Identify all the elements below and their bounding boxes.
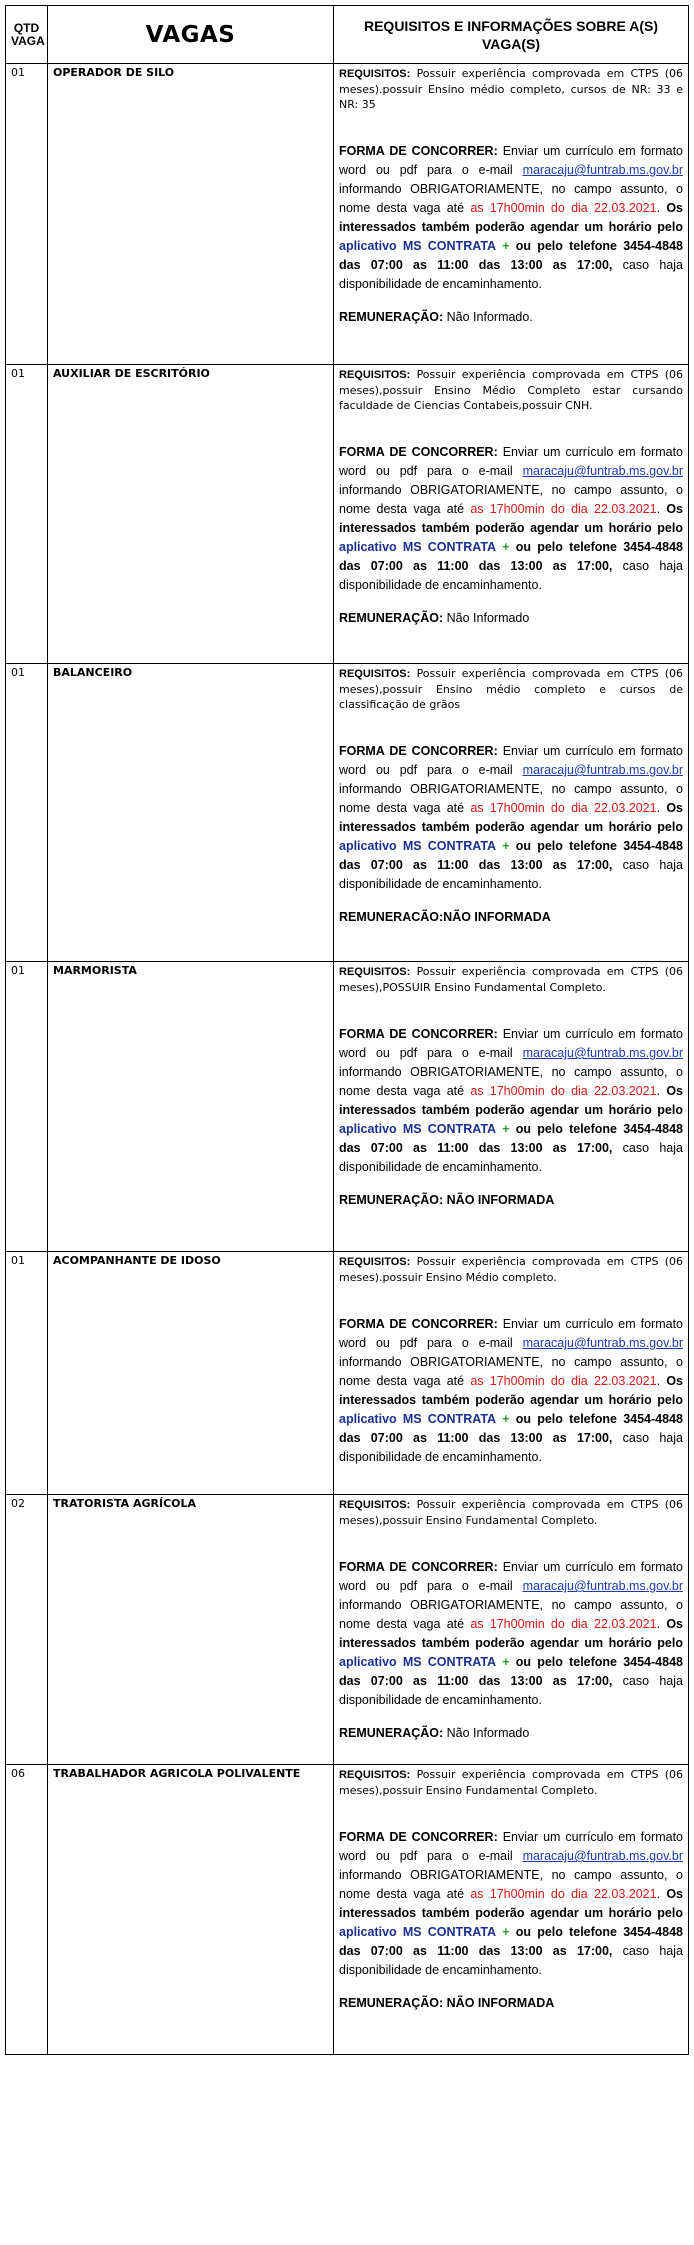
apply-text-2: informando OBRIGATORIAMENTE, no campo assunto, o nome desta vaga até bbox=[339, 1598, 683, 1631]
deadline-text: as 17h00min do dia 22.03.2021 bbox=[470, 1084, 657, 1098]
job-name: OPERADOR DE SILO bbox=[48, 64, 334, 365]
apply-text-2: informando OBRIGATORIAMENTE, no campo assunto, o nome desta vaga até bbox=[339, 1868, 683, 1901]
table-row bbox=[6, 664, 689, 962]
job-qty: 02 bbox=[6, 1495, 48, 1765]
email-link[interactable]: maracaju@funtrab.ms.gov.br bbox=[522, 1336, 683, 1350]
deadline-text: as 17h00min do dia 22.03.2021 bbox=[470, 201, 657, 215]
apply-text-2: informando OBRIGATORIAMENTE, no campo assunto, o nome desta vaga até bbox=[339, 483, 683, 516]
job-info bbox=[334, 365, 689, 664]
apply-text-3: Os interessados também poderão agendar um horário pelo bbox=[339, 1887, 683, 1920]
email-link[interactable]: maracaju@funtrab.ms.gov.br bbox=[522, 763, 683, 777]
pay-block bbox=[339, 308, 683, 327]
plus-sign: + bbox=[502, 1122, 510, 1136]
job-info bbox=[334, 1495, 689, 1765]
deadline-text: as 17h00min do dia 22.03.2021 bbox=[470, 1617, 657, 1631]
spacer bbox=[339, 595, 683, 609]
app-name: aplicativo MS CONTRATA bbox=[339, 1412, 497, 1426]
deadline-text: as 17h00min do dia 22.03.2021 bbox=[470, 502, 657, 516]
apply-text-3: Os interessados também poderão agendar um horário pelo bbox=[339, 1084, 683, 1117]
apply-text-3: Os interessados também poderão agendar um horário pelo bbox=[339, 1617, 683, 1650]
requirements-text: Possuir experiência comprovada em CTPS (06 meses),possuir Ensino médio completo e cursos de classificação de grãos bbox=[339, 667, 683, 711]
requirements-text: Possuir experiência comprovada em CTPS (06 meses).possuir Ensino Médio completo. bbox=[339, 1255, 683, 1284]
job-rows bbox=[6, 64, 689, 2055]
pay-block bbox=[339, 908, 683, 927]
email-link[interactable]: maracaju@funtrab.ms.gov.br bbox=[522, 1849, 683, 1863]
pay-label: REMUNERAÇÃO: NÃO INFORMADA bbox=[339, 1193, 555, 1207]
spacer bbox=[339, 1177, 683, 1191]
spacer bbox=[339, 413, 683, 443]
app-name: aplicativo MS CONTRATA bbox=[339, 1925, 497, 1939]
requirements-label: REQUISITOS: bbox=[339, 966, 411, 978]
job-info bbox=[334, 664, 689, 962]
pay-block bbox=[339, 1994, 683, 2013]
job-name: TRATORISTA AGRÍCOLA bbox=[48, 1495, 334, 1765]
pay-label: REMUNERAÇÃO: bbox=[339, 310, 444, 324]
job-name: TRABALHADOR AGRICOLA POLIVALENTE bbox=[48, 1765, 334, 2055]
plus-sign: + bbox=[502, 1412, 510, 1426]
requirements-text: Possuir experiência comprovada em CTPS (06 meses).possuir Ensino médio completo, cursos de NR: 33 e NR: 35 bbox=[339, 67, 683, 111]
requirements-block bbox=[339, 367, 683, 413]
spacer bbox=[339, 294, 683, 308]
pay-label: REMUNERAÇÃO: bbox=[339, 1726, 444, 1740]
spacer bbox=[339, 995, 683, 1025]
requirements-text: Possuir experiência comprovada em CTPS (06 meses),possuir Ensino Médio Completo estar cursando faculdade de Ciencias Contabeis,possuir CNH. bbox=[339, 368, 683, 412]
apply-text-5: caso haja disponibilidade de encaminhamento. bbox=[339, 1431, 683, 1464]
app-name: aplicativo MS CONTRATA bbox=[339, 540, 497, 554]
job-qty: 01 bbox=[6, 365, 48, 664]
apply-block: FORMA DE CONCORRER: Enviar um currículo em formato word ou pdf para o e-mail maracaju@funtrab.ms.gov.br informando OBRIGATORIAMENTE, no campo assunto, o nome desta vaga até as 17h00min do dia 22.03.2021. Os interessados também poderão agendar um horário pelo aplicativo MS CONTRATA + ou pelo telefone 3454-4848 das 07:00 as 11:00 das 13:00 as 17:00, caso haja disponibilidade de encaminhamento. bbox=[339, 1317, 684, 1464]
app-name: aplicativo MS CONTRATA bbox=[339, 1655, 497, 1669]
email-link[interactable]: maracaju@funtrab.ms.gov.br bbox=[522, 464, 683, 478]
requirements-label: REQUISITOS: bbox=[339, 1256, 411, 1268]
requirements-block bbox=[339, 66, 683, 112]
pay-label: REMUNERAÇÃO: bbox=[339, 611, 444, 625]
spacer bbox=[339, 712, 683, 742]
apply-text-4: ou pelo telefone 3454-4848 das 07:00 as 11:00 das 13:00 as 17:00, bbox=[339, 839, 683, 872]
spacer bbox=[339, 1798, 683, 1828]
plus-sign: + bbox=[502, 839, 510, 853]
spacer bbox=[339, 1467, 683, 1481]
table-row bbox=[6, 64, 689, 365]
pay-label: REMUNERACÃO:NÃO INFORMADA bbox=[339, 910, 551, 924]
requirements-text: Possuir experiência comprovada em CTPS (06 meses),POSSUIR Ensino Fundamental Completo. bbox=[339, 965, 683, 994]
apply-text-4: ou pelo telefone 3454-4848 das 07:00 as 11:00 das 13:00 as 17:00, bbox=[339, 1655, 683, 1688]
apply-text-2: informando OBRIGATORIAMENTE, no campo assunto, o nome desta vaga até bbox=[339, 182, 683, 215]
table-header-row bbox=[6, 6, 689, 64]
requirements-block bbox=[339, 666, 683, 712]
requirements-text: Possuir experiência comprovada em CTPS (06 meses),possuir Ensino Fundamental Completo. bbox=[339, 1498, 683, 1527]
apply-text-5: caso haja disponibilidade de encaminhamento. bbox=[339, 258, 683, 291]
plus-sign: + bbox=[502, 239, 510, 253]
requirements-block bbox=[339, 964, 683, 995]
apply-text-3: Os interessados também poderão agendar um horário pelo bbox=[339, 201, 683, 234]
apply-text-1: Enviar um currículo em formato word ou pdf para o e-mail bbox=[339, 1830, 684, 1863]
apply-text-2: informando OBRIGATORIAMENTE, no campo assunto, o nome desta vaga até bbox=[339, 782, 683, 815]
job-name: MARMORISTA bbox=[48, 962, 334, 1252]
job-qty: 01 bbox=[6, 664, 48, 962]
apply-text-5: caso haja disponibilidade de encaminhamento. bbox=[339, 1944, 683, 1977]
job-qty: 01 bbox=[6, 962, 48, 1252]
pay-value: Não Informado bbox=[446, 1726, 530, 1740]
app-name: aplicativo MS CONTRATA bbox=[339, 239, 497, 253]
table-row bbox=[6, 365, 689, 664]
apply-text-4: ou pelo telefone 3454-4848 das 07:00 as 11:00 das 13:00 as 17:00, bbox=[339, 239, 683, 272]
apply-label: FORMA DE CONCORRER: bbox=[339, 744, 498, 758]
job-name: BALANCEIRO bbox=[48, 664, 334, 962]
apply-block: FORMA DE CONCORRER: Enviar um currículo em formato word ou pdf para o e-mail maracaju@funtrab.ms.gov.br informando OBRIGATORIAMENTE, no campo assunto, o nome desta vaga até as 17h00min do dia 22.03.2021. Os interessados também poderão agendar um horário pelo aplicativo MS CONTRATA + ou pelo telefone 3454-4848 das 07:00 as 11:00 das 13:00 as 17:00, caso haja disponibilidade de encaminhamento. bbox=[339, 1560, 684, 1707]
spacer bbox=[339, 1285, 683, 1315]
apply-block: FORMA DE CONCORRER: Enviar um currículo em formato word ou pdf para o e-mail maracaju@funtrab.ms.gov.br informando OBRIGATORIAMENTE, no campo assunto, o nome desta vaga até as 17h00min do dia 22.03.2021. Os interessados também poderão agendar um horário pelo aplicativo MS CONTRATA + ou pelo telefone 3454-4848 das 07:00 as 11:00 das 13:00 as 17:00, caso haja disponibilidade de encaminhamento. bbox=[339, 144, 684, 291]
spacer bbox=[339, 1528, 683, 1558]
spacer bbox=[339, 894, 683, 908]
requirements-label: REQUISITOS: bbox=[339, 68, 411, 80]
apply-text-1: Enviar um currículo em formato word ou pdf para o e-mail bbox=[339, 1560, 684, 1593]
job-info bbox=[334, 962, 689, 1252]
spacer bbox=[339, 112, 683, 142]
apply-label: FORMA DE CONCORRER: bbox=[339, 1027, 498, 1041]
job-qty: 01 bbox=[6, 64, 48, 365]
apply-block: FORMA DE CONCORRER: Enviar um currículo em formato word ou pdf para o e-mail maracaju@funtrab.ms.gov.br informando OBRIGATORIAMENTE, no campo assunto, o nome desta vaga até as 17h00min do dia 22.03.2021. Os interessados também poderão agendar um horário pelo aplicativo MS CONTRATA + ou pelo telefone 3454-4848 das 07:00 as 11:00 das 13:00 as 17:00, caso haja disponibilidade de encaminhamento. bbox=[339, 744, 684, 891]
apply-text-1: Enviar um currículo em formato word ou pdf para o e-mail bbox=[339, 144, 684, 177]
apply-text-4: ou pelo telefone 3454-4848 das 07:00 as 11:00 das 13:00 as 17:00, bbox=[339, 1412, 683, 1445]
apply-text-3: Os interessados também poderão agendar um horário pelo bbox=[339, 502, 683, 535]
pay-value: Não Informado bbox=[446, 611, 530, 625]
table-row bbox=[6, 1252, 689, 1495]
plus-sign: + bbox=[502, 540, 510, 554]
apply-text-3: Os interessados também poderão agendar um horário pelo bbox=[339, 801, 683, 834]
requirements-label: REQUISITOS: bbox=[339, 1499, 411, 1511]
apply-label: FORMA DE CONCORRER: bbox=[339, 1317, 498, 1331]
email-link[interactable]: maracaju@funtrab.ms.gov.br bbox=[522, 1046, 683, 1060]
apply-text-4: ou pelo telefone 3454-4848 das 07:00 as 11:00 das 13:00 as 17:00, bbox=[339, 540, 683, 573]
apply-text-1: Enviar um currículo em formato word ou pdf para o e-mail bbox=[339, 1317, 684, 1350]
table-row bbox=[6, 962, 689, 1252]
email-link[interactable]: maracaju@funtrab.ms.gov.br bbox=[522, 163, 683, 177]
apply-text-5: caso haja disponibilidade de encaminhamento. bbox=[339, 1141, 683, 1174]
job-name: ACOMPANHANTE DE IDOSO bbox=[48, 1252, 334, 1495]
apply-label: FORMA DE CONCORRER: bbox=[339, 1830, 498, 1844]
apply-text-1: Enviar um currículo em formato word ou pdf para o e-mail bbox=[339, 744, 684, 777]
job-qty: 06 bbox=[6, 1765, 48, 2055]
job-info bbox=[334, 64, 689, 365]
spacer bbox=[339, 1710, 683, 1724]
email-link[interactable]: maracaju@funtrab.ms.gov.br bbox=[522, 1579, 683, 1593]
apply-label: FORMA DE CONCORRER: bbox=[339, 1560, 498, 1574]
apply-block: FORMA DE CONCORRER: Enviar um currículo em formato word ou pdf para o e-mail maracaju@funtrab.ms.gov.br informando OBRIGATORIAMENTE, no campo assunto, o nome desta vaga até as 17h00min do dia 22.03.2021. Os interessados também poderão agendar um horário pelo aplicativo MS CONTRATA + ou pelo telefone 3454-4848 das 07:00 as 11:00 das 13:00 as 17:00, caso haja disponibilidade de encaminhamento. bbox=[339, 445, 684, 592]
apply-text-2: informando OBRIGATORIAMENTE, no campo assunto, o nome desta vaga até bbox=[339, 1065, 683, 1098]
apply-text-2: informando OBRIGATORIAMENTE, no campo assunto, o nome desta vaga até bbox=[339, 1355, 683, 1388]
apply-text-4: ou pelo telefone 3454-4848 das 07:00 as 11:00 das 13:00 as 17:00, bbox=[339, 1122, 683, 1155]
requirements-block bbox=[339, 1767, 683, 1798]
job-info bbox=[334, 1765, 689, 2055]
app-name: aplicativo MS CONTRATA bbox=[339, 1122, 497, 1136]
job-info bbox=[334, 1252, 689, 1495]
requirements-label: REQUISITOS: bbox=[339, 369, 411, 381]
apply-text-4: ou pelo telefone 3454-4848 das 07:00 as 11:00 das 13:00 as 17:00, bbox=[339, 1925, 683, 1958]
requirements-block bbox=[339, 1497, 683, 1528]
table-row bbox=[6, 1765, 689, 2055]
header-requisitos: REQUISITOS E INFORMAÇÕES SOBRE A(S) VAGA(S) bbox=[334, 6, 689, 64]
plus-sign: + bbox=[502, 1655, 510, 1669]
requirements-label: REQUISITOS: bbox=[339, 1769, 411, 1781]
app-name: aplicativo MS CONTRATA bbox=[339, 839, 497, 853]
requirements-label: REQUISITOS: bbox=[339, 668, 411, 680]
pay-value: Não Informado. bbox=[446, 310, 533, 324]
apply-text-1: Enviar um currículo em formato word ou pdf para o e-mail bbox=[339, 445, 684, 478]
deadline-text: as 17h00min do dia 22.03.2021 bbox=[470, 1374, 657, 1388]
job-vacancies-table bbox=[5, 5, 689, 2055]
header-qtd: QTD VAGA bbox=[6, 6, 48, 64]
spacer bbox=[339, 1980, 683, 1994]
apply-block: FORMA DE CONCORRER: Enviar um currículo em formato word ou pdf para o e-mail maracaju@funtrab.ms.gov.br informando OBRIGATORIAMENTE, no campo assunto, o nome desta vaga até as 17h00min do dia 22.03.2021. Os interessados também poderão agendar um horário pelo aplicativo MS CONTRATA + ou pelo telefone 3454-4848 das 07:00 as 11:00 das 13:00 as 17:00, caso haja disponibilidade de encaminhamento. bbox=[339, 1830, 684, 1977]
requirements-text: Possuir experiência comprovada em CTPS (06 meses),possuir Ensino Fundamental Completo. bbox=[339, 1768, 683, 1797]
apply-text-5: caso haja disponibilidade de encaminhamento. bbox=[339, 559, 683, 592]
job-name: AUXILIAR DE ESCRITÓRIO bbox=[48, 365, 334, 664]
header-vagas: VAGAS bbox=[48, 6, 334, 64]
pay-block bbox=[339, 609, 683, 628]
table-row bbox=[6, 1495, 689, 1765]
apply-text-1: Enviar um currículo em formato word ou pdf para o e-mail bbox=[339, 1027, 684, 1060]
apply-block: FORMA DE CONCORRER: Enviar um currículo em formato word ou pdf para o e-mail maracaju@funtrab.ms.gov.br informando OBRIGATORIAMENTE, no campo assunto, o nome desta vaga até as 17h00min do dia 22.03.2021. Os interessados também poderão agendar um horário pelo aplicativo MS CONTRATA + ou pelo telefone 3454-4848 das 07:00 as 11:00 das 13:00 as 17:00, caso haja disponibilidade de encaminhamento. bbox=[339, 1027, 684, 1174]
job-qty: 01 bbox=[6, 1252, 48, 1495]
apply-text-5: caso haja disponibilidade de encaminhamento. bbox=[339, 1674, 683, 1707]
apply-text-3: Os interessados também poderão agendar um horário pelo bbox=[339, 1374, 683, 1407]
apply-label: FORMA DE CONCORRER: bbox=[339, 144, 498, 158]
pay-block bbox=[339, 1724, 683, 1743]
deadline-text: as 17h00min do dia 22.03.2021 bbox=[470, 801, 657, 815]
apply-label: FORMA DE CONCORRER: bbox=[339, 445, 498, 459]
requirements-block bbox=[339, 1254, 683, 1285]
pay-label: REMUNERAÇÃO: NÃO INFORMADA bbox=[339, 1996, 555, 2010]
plus-sign: + bbox=[502, 1925, 510, 1939]
deadline-text: as 17h00min do dia 22.03.2021 bbox=[470, 1887, 657, 1901]
pay-block bbox=[339, 1191, 683, 1210]
apply-text-5: caso haja disponibilidade de encaminhamento. bbox=[339, 858, 683, 891]
